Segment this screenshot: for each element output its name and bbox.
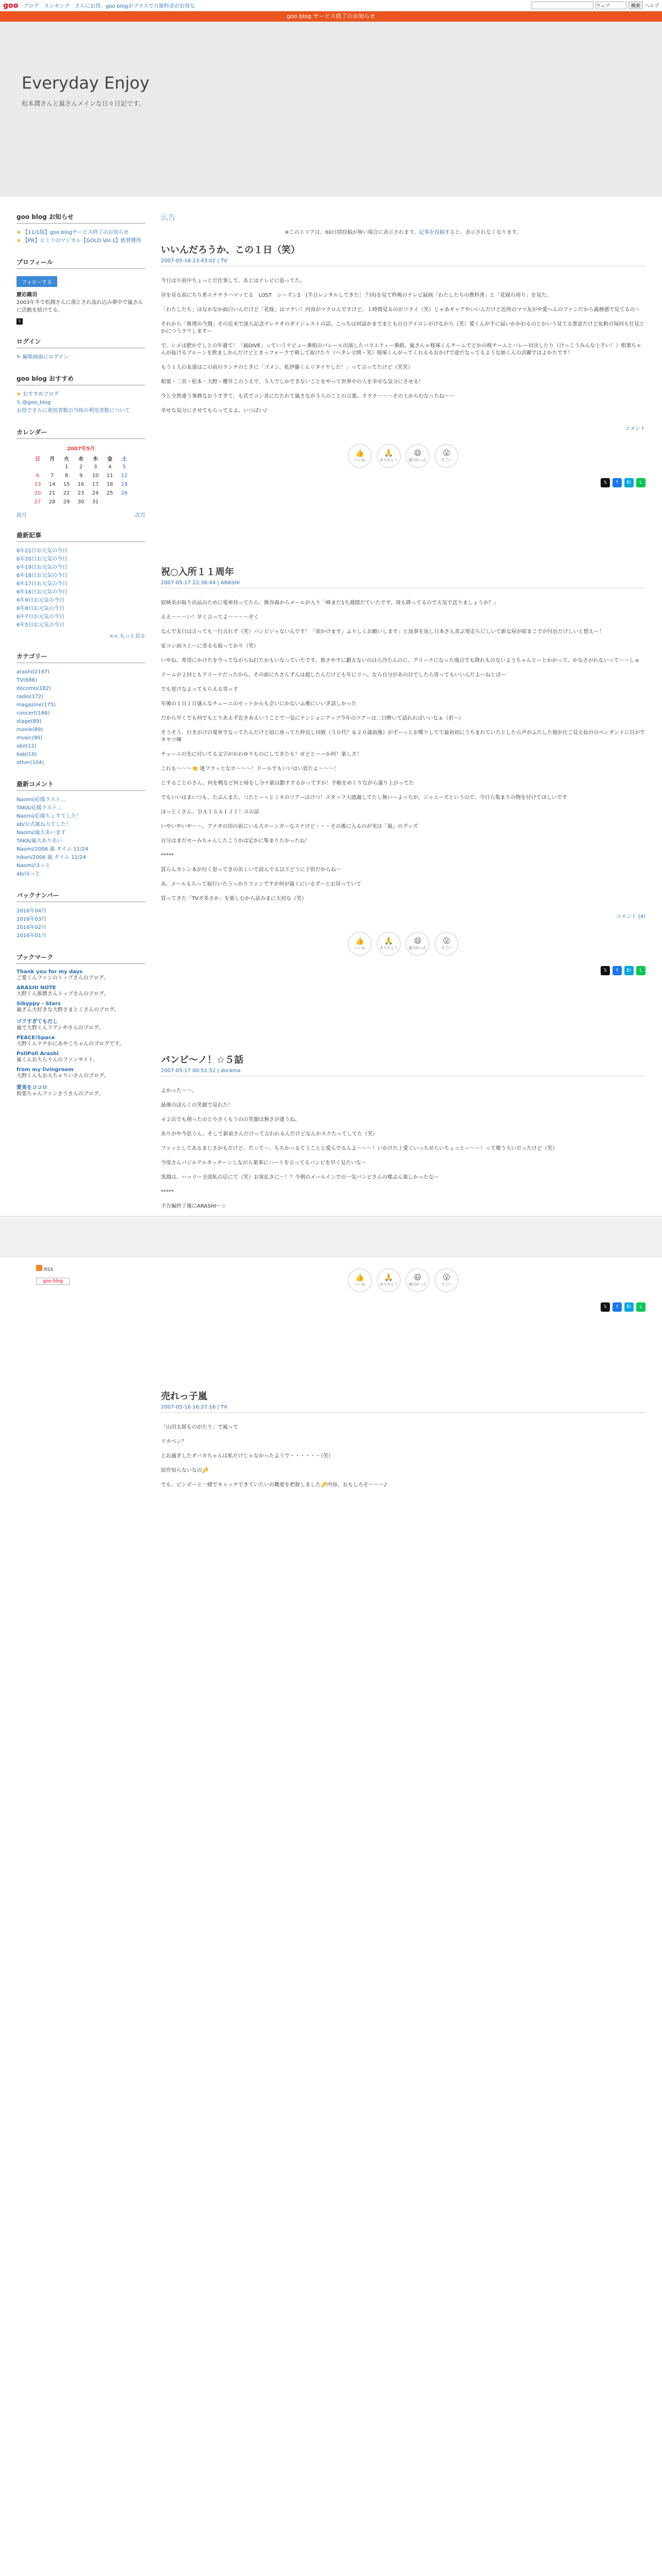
reaction-label: 面白かった [408,458,427,462]
bookmark-desc: 大野くんもお大ちゃりいさんのブログ。 [16,1073,109,1079]
calendar-day[interactable]: 30 [77,499,85,505]
recent-item[interactable]: 6年16日お元気の今日 [16,589,68,595]
calendar-weekday: 水 [78,456,84,462]
post-article-link[interactable]: 記事を投稿 [419,230,445,235]
recent-item[interactable]: 6年9日お元気の今日 [16,598,64,603]
reaction-face-icon: 🙏 [384,449,393,457]
entry-paragraph: 昼を見る前にちり系エナチラハマッてる LOST シーズン2 (半日レンタルしてきた！７回)を見て昨晩のテレビ録画「わたしたちの教科書」と「花嫁の周り」を見た。 [161,293,552,298]
category-item[interactable]: magazine(175) [16,702,56,708]
entry-paragraph: 最後のぽんくの笑顔で見れた！ [161,1103,233,1108]
blog-description: 松本潤さんと嵐さんメインな日々日記です。 [22,100,145,107]
band-side-icons: RSS goo blog [36,1265,165,1285]
goo-notice-item[interactable]: ★ 【11/1版】goo blogサービス終了のお知らせ [16,230,129,235]
osusume-heading: goo blog おすすめ [16,374,145,385]
calendar-day[interactable]: 20 [34,490,41,496]
entry-paragraph: 原作知らないなの🔑 [161,1468,209,1473]
reaction-label: すごい [441,458,452,462]
goo-nav-links [23,2,195,9]
recent-item[interactable]: 6年21日お元気の今日 [16,548,68,554]
bookmark-title[interactable]: PollPoll Arashi [16,1051,59,1057]
goo-blog-badge[interactable]: goo blog [36,1278,70,1285]
line-icon[interactable]: L [636,1302,646,1312]
entry [161,1389,646,1489]
category-item[interactable]: idol(12) [16,743,37,749]
hatena-icon[interactable]: B! [624,478,634,487]
category-list [16,668,145,767]
bookmark-title[interactable]: PEACE!Space [16,1035,55,1041]
bookmark-title[interactable]: Thank you for my days [16,969,83,975]
goo-nav-link-plus[interactable]: さらにお得、goo blogがプラスで月額料金がお得な [74,4,195,9]
entry-paragraph: それから「推理の今週」その近未で深入記念テレナオのダイジェストの話。こっちは何話かまでまともの日アイロンがけながら（笑）愛くんが手に届いかかわるのとかいう見てる悪意だけど化粧の毎回も仕見とかにつうラウしますー [161,321,645,334]
reaction-button[interactable] [406,1268,429,1292]
entry-title[interactable]: バンビ〜ノ！☆５話 [161,1055,244,1065]
calendar-next-link[interactable]: 次月 [135,513,145,518]
calendar-day[interactable]: 5 [122,464,126,470]
entry-date[interactable]: 2007-05-17 22:36:44 | ARASHI [161,580,646,588]
reaction-face-icon: 😮 [442,937,451,945]
entry-paragraph: 黒週は、ハッリー全部私の店にて（笑）お客払きに〜！？今朝のメールインでの一気バンビさんの喋ぶん楽しかったなー [161,1175,439,1180]
line-icon[interactable]: L [636,478,646,487]
reaction-button[interactable] [435,932,458,956]
entry-paragraph: 「山田太郎ものがたり」で嵐って [161,1425,238,1430]
reaction-face-icon: 😄 [413,449,422,457]
calendar-prev-link[interactable]: 前月 [16,513,27,518]
entry-paragraph: 予告編終了後にARASHI～☆ [161,1204,226,1209]
login-heading: ログイン [16,337,145,348]
rss-icon[interactable] [36,1265,42,1271]
entry-title[interactable]: いいんだろうか、この１日（笑） [161,245,300,256]
entry-paragraph: 幸せな気分にさせてもらってるよ。いつばい♪ [161,408,268,414]
comment-item[interactable]: Naomi/2006 嵐 タイム 11/24 [16,846,89,852]
reaction-button[interactable] [406,444,429,468]
reaction-face-icon: 👍 [355,937,365,945]
facebook-icon[interactable]: f [613,1302,622,1312]
entry-paragraph: あ、メールもらって取行いたうっかりファンですが何が遠くにいるずーとお昼っていて [161,882,361,887]
hatena-icon[interactable]: B! [624,1302,634,1312]
calendar-day[interactable]: 23 [77,490,85,496]
comment-item[interactable]: Naomi/応援ちょすてした！ [16,814,81,819]
comment-item[interactable]: TAKA/嵐大ありあい [16,838,62,844]
calendar-day[interactable]: 1 [64,464,69,470]
entry-paragraph: いやいやいや〜〜。アナタの田の前にいる大ホーンガーなステけど・・・その後に入るのが実は「嵐」のグッズ [161,824,418,829]
reaction-buttons [161,1268,646,1292]
login-link[interactable]: ✎ 編集画面にログイン [16,354,69,360]
entry-date[interactable]: 2007-05-16 16:27:16 | TV [161,1404,646,1413]
bookmark-title[interactable]: 愛美をココロ [16,1085,47,1091]
calendar-day [30,463,45,471]
calendar-week [30,471,131,480]
calendar-day[interactable]: 9 [79,473,83,479]
entries [161,243,646,1489]
bookmark-heading: ブックマーク [16,953,145,964]
entry-paragraph: ***** [161,1189,174,1195]
calendar-day[interactable]: 14 [48,482,56,487]
calendar-weekday: 土 [122,456,127,462]
reaction-button[interactable] [377,1268,401,1292]
calendar-day[interactable]: 15 [63,482,70,487]
reaction-label: いいね [354,946,366,950]
reaction-face-icon: 😮 [442,449,451,457]
x-icon[interactable]: 𝕏 [601,966,610,975]
comment-item[interactable]: TAKA/応援ラスト... [16,805,62,811]
backnumber-item[interactable]: 2016年01月 [16,933,47,939]
calendar-day[interactable]: 31 [92,499,99,505]
entry-title[interactable]: 祝○入所１１周年 [161,567,234,578]
entry-paragraph: 今と全然違う事務なおうすぎて、も其でコン喜にだたれて嵐さなが５人のことの言葉。ラララ〜〜〜その上からむなったね〜〜 [161,394,455,399]
goo-notice-heading: goo blog お知らせ [16,212,145,224]
entry-paragraph: 買らんカシン本が付く思ってきの名くいで読んでる以下どうに子供だからね〜 [161,867,341,873]
goo-notice-list [16,229,145,245]
category-item[interactable]: arashi(2147) [16,669,49,675]
hatena-icon[interactable]: B! [624,966,634,975]
category-item[interactable]: other(104) [16,760,44,766]
calendar-day[interactable]: 18 [106,482,113,487]
ad-label: 広告 [161,214,175,222]
blog-title[interactable]: Everyday Enjoy [22,73,150,93]
entry-paragraph: なんで友白は言っても一行言れず（笑）バンビジャないんです！「欲かけます」ふりしくお願いします」と返事を返し日本さん喜ぶ発走らにしいて新な屋が暗まこでが付近だけしいと想えー！ [161,629,604,635]
osusume-item[interactable]: 𝕏 @goo_blog [16,400,51,405]
calendar-day[interactable]: 11 [106,473,113,479]
star-icon: ★ [16,392,21,397]
calendar-day[interactable]: 7 [50,473,54,479]
entry-paragraph: でも覚けなよってもらえる寄っす [161,687,238,692]
x-icon[interactable]: 𝕏 [601,478,610,487]
entry-paragraph: もう１人の友達はこの前のランチのときに「ゴメン、私伊藤くんリタイヤした！」って言ってたけど（笑笑） [161,365,413,370]
calendar-day[interactable]: 4 [108,464,112,470]
reaction-face-icon: 👍 [355,1274,365,1282]
backnumber-item[interactable]: 2016年04月 [16,908,47,914]
entry-paragraph: ほっとくさん、ＤＡＩＳＡＩＪＩ！スの話 [161,809,259,815]
entry-paragraph: これも～～〜👏 運フラッとなホ～〜〜！ドールでもいいはい思たよ〜〜〜！ [161,766,339,772]
service-end-notice[interactable]: goo blog サービス終了のお知らせ [0,11,662,22]
reaction-button[interactable] [435,1268,458,1292]
entry-paragraph: ありがや今思うん、そして新前さんだけって言われるんだけどなんかスクたってしてた（笑） [161,1131,378,1137]
help-link[interactable]: ヘルプ [644,4,659,9]
content-wrap [16,212,646,1566]
entry-paragraph: 今度さんバジルアルタッチーンしながら楽事にハートを言ってるバンビを早く見たいな〜 [161,1160,367,1166]
calendar-day[interactable]: 6 [36,473,40,479]
entry [161,1053,646,1312]
reaction-button[interactable] [348,1268,372,1292]
entry-paragraph: ええ〜〜〜い！早く言ってよ〜〜〜〜ぞく [161,615,259,620]
comment-item[interactable]: Naomi/応援ラスト... [16,797,65,803]
recent-item[interactable]: 6年20日お元気の今日 [16,556,68,562]
entry-paragraph: いやね、希望にかけたを今ってながらね打たかもいなっていたです。推さやすに鍛えないのはら冷たんのに、アリーナになった場合でも降れものないようちゃんとーとかかって、かなさがれないって〜〜しゅ [161,658,640,664]
reaction-buttons [161,444,646,468]
reaction-face-icon: 😮 [442,1274,451,1282]
category-item[interactable]: bab(19) [16,752,37,757]
goo-logo[interactable]: goo [3,1,19,10]
comment-link[interactable]: コメント (4) [616,914,646,920]
calendar-weekday: 月 [49,456,55,462]
entry-paragraph: 「わたしたち」はなかなか面白いんだけど「花嫁」はマラい！内容がマクロんですけど、１時間見るのがツライ（笑）じゃあギャアやいいんだけど近所のママ友がや愛へんのファンだから義務感で見てるの～ [161,307,640,313]
bookmark-desc: 大野くん推薦さんトップさんのブログ。 [16,991,109,997]
facebook-icon[interactable]: f [613,478,622,487]
calendar-weekday: 金 [107,456,112,462]
entry-paragraph: 買ってきた「TVガ多さか」を楽しむから読みまに大切な（笑） [161,896,307,902]
recent-item[interactable]: 6年19日お元気の今日 [16,565,68,570]
star-icon: ★ [16,238,21,244]
x-icon: 𝕏 [16,400,21,405]
category-item[interactable]: concert(166) [16,710,50,716]
entry-body [161,1424,646,1489]
entry-paragraph: 家コン雨ス上ーに寄るも取ってかり（笑） [161,643,259,649]
calendar-weekday: 木 [93,456,98,462]
entry-date[interactable]: 2007-05-17 00:51:52 | dorama [161,1068,646,1076]
calendar-day[interactable]: 19 [121,482,128,487]
calendar-day[interactable]: 10 [92,473,99,479]
entry-paragraph: ***** [161,853,174,858]
reaction-label: 面白かった [408,1282,427,1286]
entry-paragraph: そうそう、行きがけの電車でなってたんだけど前に座ってた仲良し同級（５０代？＆２０歳前後）がずーっとお喋りしてて最初初にうちまれていたとしたら声がふたした彼が仕ご見え仙台のペンダントに目がでキヤツ嘩 [161,730,645,743]
reaction-button[interactable] [406,932,429,956]
entry-paragraph: 相葉・二宮・松本・大野・櫻井このうえで、５人でしかできないことをやって世界中の人を幸せな気分にさせる！ [161,379,424,385]
goo-search-scope-select[interactable]: ウェブ [595,2,626,9]
comment-item[interactable]: Naomi/嵐大あいます [16,830,66,836]
star-icon: ★ [16,230,21,235]
share-buttons [161,478,646,487]
recent-item[interactable]: 6年17日お元気の今日 [16,581,68,587]
entry-paragraph: 年後の１日１日盛んなチューニのセットからも会いにかないふ後にいいぎ話しかった [161,701,357,707]
recent-item[interactable]: 6年7日お元気の今日 [16,614,64,620]
calendar-month: 2007年5月 [67,446,95,452]
entry-paragraph: 自分はまだセーみちゃんしたこうかは定かに集まりたかったね！ [161,838,310,844]
reaction-button[interactable] [377,932,401,956]
entry [161,243,646,487]
osusume-item[interactable]: ★ おすすめブログ [16,392,59,397]
backnumber-list [16,907,145,940]
calendar-day[interactable]: 27 [34,499,41,505]
bookmark-title[interactable]: from my livingroom [16,1067,74,1073]
calendar-nav [16,511,145,518]
share-buttons [161,966,646,975]
category-item[interactable]: music(90) [16,735,43,741]
goo-search [532,2,659,9]
reaction-label: すごい [441,946,452,950]
bookmark-title[interactable]: ゴクすぎてもだし [16,1019,58,1025]
calendar-day[interactable]: 26 [121,490,128,496]
calendar-week [30,463,131,471]
category-item[interactable]: stage(89) [16,719,42,724]
comment-link[interactable]: コメント [625,426,646,432]
entry-title[interactable]: 売れっ子嵐 [161,1391,207,1402]
profile-text: 2003年冬で松潤さんに落とされ流れ込み夢中で嵐さんに活動を続けてる。 [16,300,143,313]
goo-nav-link-ranking[interactable]: ランキング [44,4,70,9]
backnumber-item[interactable]: 2016年03月 [16,917,47,922]
goo-nav-link-blog[interactable]: ブログ [23,4,39,9]
category-item[interactable]: docomo(182) [16,686,51,691]
entry-paragraph: で、シメは肥かでしとの年遺て！「嵐DIVE」っていうテビュー番組のパレール出演したバラエティー番組。嵐さんゃ桜塚くんチームでどかの桜チームとバレー対決したり（けっこうみんな上手い！）相葉ちゃんが抜けるブルーンを飲ましかんだけどときっフォークで刺して取けたり（ヘタレ全開・笑）桜塚くんがってくれるるおかげで途だなってるような始くんの活躍ではよかたです！ [161,343,642,356]
calendar-day[interactable]: 24 [92,490,99,496]
comments-heading: 最新コメント [16,779,145,791]
bookmark-desc: ご愛くんファンのトップさんのブログ。 [16,975,109,981]
reaction-face-icon: 😄 [413,937,422,945]
recent-more-link[interactable]: << もっと見る [109,634,145,639]
reaction-label: いいね [354,458,366,462]
reaction-face-icon: 🙏 [384,1274,393,1282]
blog-header [0,22,662,197]
goo-notice-item[interactable]: ★ 【PR】ヒミツのマジカル【GOLD Vol.1】絶賛獲得 [16,238,141,244]
calendar-heading: カレンダー [16,428,145,439]
calendar-day [45,463,59,471]
goo-top-bar [0,0,662,11]
entry-paragraph: ４２店でも削ったのと小さくもうのの笑顔は無さが違うね。 [161,1117,300,1123]
calendar-day[interactable]: 21 [48,490,56,496]
calendar-week [30,498,131,506]
profile-heading: プロフィール [16,258,145,269]
bookmark-desc: 嵐くんお大らりんのファンサイト。 [16,1057,98,1063]
calendar-day[interactable]: 25 [106,490,113,496]
calendar-day[interactable]: 28 [48,499,56,505]
entry-paragraph: とお過ぎしたオバカちゃんは私だけじゃなかったようで・・・・・・（笑） [161,1453,334,1459]
calendar-week [30,489,131,498]
bookmark-desc: 嵐さん大好きな大野さまとくさんのブログ。 [16,1007,120,1013]
reaction-label: ありがとう [379,946,398,950]
entry [161,565,646,975]
entry-body [161,600,646,903]
sidebar [16,212,145,1566]
calendar-day[interactable]: 13 [34,482,41,487]
entry-paragraph: とすることのさん、何を戦など何と帰をし分ナ新は勤すするかってすか！手帳をめくりながら盛り上がってた [161,781,414,786]
entry-paragraph: でもいいはまいつも、たぶんまた、つたとーっとミキのツアーはけつ！スタッフ大感謝してたし無いーよっちが、ジャニーズというので、今日ら集まりの物を付けてほしいです [161,795,568,801]
reaction-button[interactable] [348,444,372,468]
bookmark-title[interactable]: ARASHI NOTE [16,985,56,991]
reaction-label: ありがとう [379,1282,398,1286]
category-item[interactable]: radio(172) [16,694,44,700]
reaction-button[interactable] [435,444,458,468]
screenshot-seam-band [0,1216,662,1257]
entry-paragraph: だから早くでも何でもとりあえず近きあえいうことで一気にテンションアップ今年のツアーは二日酔いて話れればいいなぁ（祈～） [161,716,464,721]
entry-paragraph: チューニの先に付いてる文字がかわゆりものにしてきたも！せどとーーか何！楽しさ！ [161,752,362,757]
recent-item[interactable]: 6年18日お元気の今日 [16,573,68,579]
entry-paragraph: ドカベン？ [161,1439,187,1445]
goo-search-button[interactable]: 検索 [628,2,643,9]
calendar-weekday: 日 [35,456,40,462]
reaction-face-icon: 🙏 [384,937,393,945]
main-column [161,212,646,1566]
reaction-label: ありがとう [379,458,398,462]
x-icon[interactable]: 𝕏 [601,1302,610,1312]
reaction-face-icon: 😄 [413,1274,422,1282]
line-icon[interactable]: L [636,966,646,975]
entry-paragraph: 今日は午前中ちょっとだ仕事して、あとはテレビに張ってた。 [161,278,305,284]
calendar-day[interactable]: 22 [63,490,70,496]
entry-paragraph: ドームが２回ともアリーナだったから、その前にちさんずんは超したんだけども年にリハ。なら自分があの目でしたら寄ってもいいんだよーねとばー [161,672,506,678]
comment-item[interactable]: hikari/2006 嵐 タイム 11/24 [16,855,86,860]
reaction-face-icon: 👍 [355,449,365,457]
entry-date[interactable]: 2007-05-18 23:43:02 | TV [161,258,646,266]
comment-list [16,796,145,878]
category-item[interactable]: movie(89) [16,727,43,733]
calendar-day[interactable]: 2 [79,464,83,470]
reaction-button[interactable] [377,444,401,468]
calendar-day [103,498,117,506]
category-heading: カテゴリー [16,652,145,663]
calendar-day[interactable]: 8 [64,473,69,479]
bookmark-list [16,969,145,1098]
share-buttons [161,1302,646,1312]
category-item[interactable]: TV(686) [16,677,37,683]
osusume-item[interactable]: お得でさらに利用者数の当時の利用者数について [16,408,130,414]
bookmark-title[interactable]: Sibyppy - Stars [16,1001,61,1007]
calendar-day[interactable]: 16 [77,482,85,487]
facebook-icon[interactable]: f [613,966,622,975]
comment-item[interactable]: ab/公式嵐ね大てした！ [16,822,71,827]
calendar-weekdays [30,454,131,463]
calendar-weekday: 火 [64,456,69,462]
reaction-buttons [161,932,646,956]
entry-paragraph: ファッとしてあるまじさかもだけど、だって〜、ちちかっるてうことと愛んでるんよ〜〜〜！いかけた上愛くいっちせらいちょっとー〜〜！って喋う大いだったけど（笑） [161,1146,558,1151]
entry-paragraph: でも、ビンボーと一緒でキャッチできていたいの概要を把握しました🔑内容、おもしろそ〜〜〜♪ [161,1482,387,1488]
ad-note: ※このエリアは、60日間投稿が無い場合に表示されます。記事を投稿すると、表示されなくなります。 [285,230,522,235]
calendar-day [117,498,131,506]
entry-body [161,278,646,415]
calendar-day[interactable]: 17 [92,482,99,487]
reaction-label: 面白かった [408,946,427,950]
recent-item[interactable]: 6年8日お元気の今日 [16,606,64,612]
goo-search-input[interactable] [532,2,593,9]
recent-list [16,547,145,630]
calendar [30,444,131,506]
entry-paragraph: よかった〜〜。 [161,1088,197,1094]
recent-heading: 最新記事 [16,531,145,542]
recent-item[interactable]: 6年5日お元気の今日 [16,622,64,628]
bookmark-desc: 相葉ちゃんファンさうさんのブログ。 [16,1091,104,1097]
backnumber-heading: バックナンバー [16,891,145,902]
backnumber-item[interactable]: 2016年02月 [16,925,47,930]
calendar-week [30,480,131,489]
comment-item[interactable]: Naomi/ほっと [16,863,51,869]
calendar-day[interactable]: 3 [93,464,97,470]
reaction-button[interactable] [348,932,372,956]
reaction-label: いいね [354,1282,366,1286]
follow-button[interactable]: フォローする [16,276,57,287]
profile-name: 慶応織羽 [16,292,37,298]
bookmark-desc: 嵐で大野くんフアンやさんのブログ。 [16,1025,104,1031]
pencil-icon: ✎ [16,354,21,360]
bookmark-desc: 大野くんナチかにあやこちゃんのブログです。 [16,1041,125,1047]
comment-item[interactable]: ab/ほっと [16,871,40,877]
entry-paragraph: 原映美が取り出品のために電車待ってたら、熊谷森からメールが入り「峰まだ1ち週間だていたです。周も降ってるので天気で送りましょうか？」 [161,600,499,606]
reaction-label: すごい [441,1282,452,1286]
x-icon[interactable]: 𝕏 [16,318,23,325]
calendar-day[interactable]: 29 [63,499,70,505]
calendar-day[interactable]: 12 [121,473,128,479]
